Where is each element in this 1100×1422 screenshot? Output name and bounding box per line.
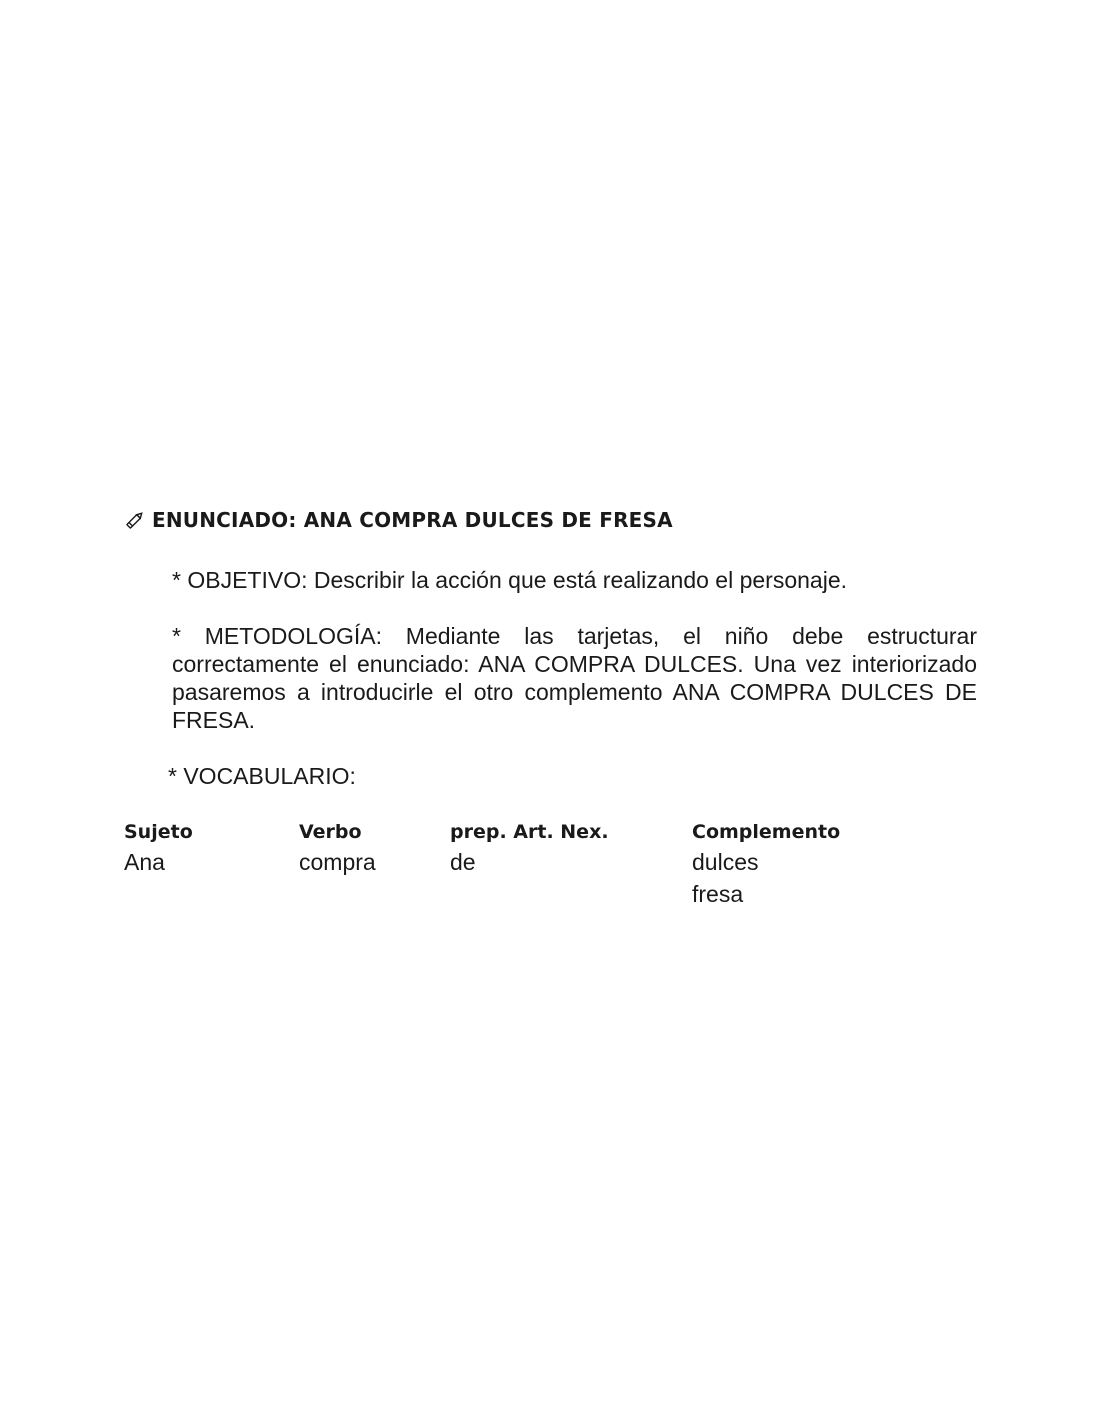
objetivo-paragraph: * OBJETIVO: Describir la acción que está realizando el personaje. — [172, 567, 847, 593]
column-header: Complemento — [692, 821, 841, 843]
vocab-column-sujeto — [124, 818, 193, 878]
enunciado-heading — [124, 508, 673, 532]
vocab-column-verbo — [299, 818, 376, 878]
column-header: prep. Art. Nex. — [450, 821, 609, 843]
vocab-column-prep — [450, 818, 609, 878]
vocab-item: fresa — [692, 881, 744, 907]
enunciado-text: ENUNCIADO: ANA COMPRA DULCES DE FRESA — [152, 508, 673, 532]
vocabulario-title: * VOCABULARIO: — [168, 763, 356, 789]
vocab-item: de — [450, 849, 476, 875]
pencil-icon — [124, 509, 146, 531]
vocab-item: dulces — [692, 849, 759, 875]
vocab-column-complemento — [692, 818, 840, 910]
vocab-item: Ana — [124, 849, 165, 875]
column-header: Verbo — [299, 821, 362, 843]
column-header: Sujeto — [124, 821, 193, 843]
metodologia-paragraph: * METODOLOGÍA: Mediante las tarjetas, el niño debe estructurar correctamente el enunciado: ANA COMPRA DULCES. Una vez interiorizado pasaremos a introducirle el otro complemento ANA COMPRA DULCES DE FRESA. — [172, 623, 977, 733]
vocab-item: compra — [299, 849, 376, 875]
